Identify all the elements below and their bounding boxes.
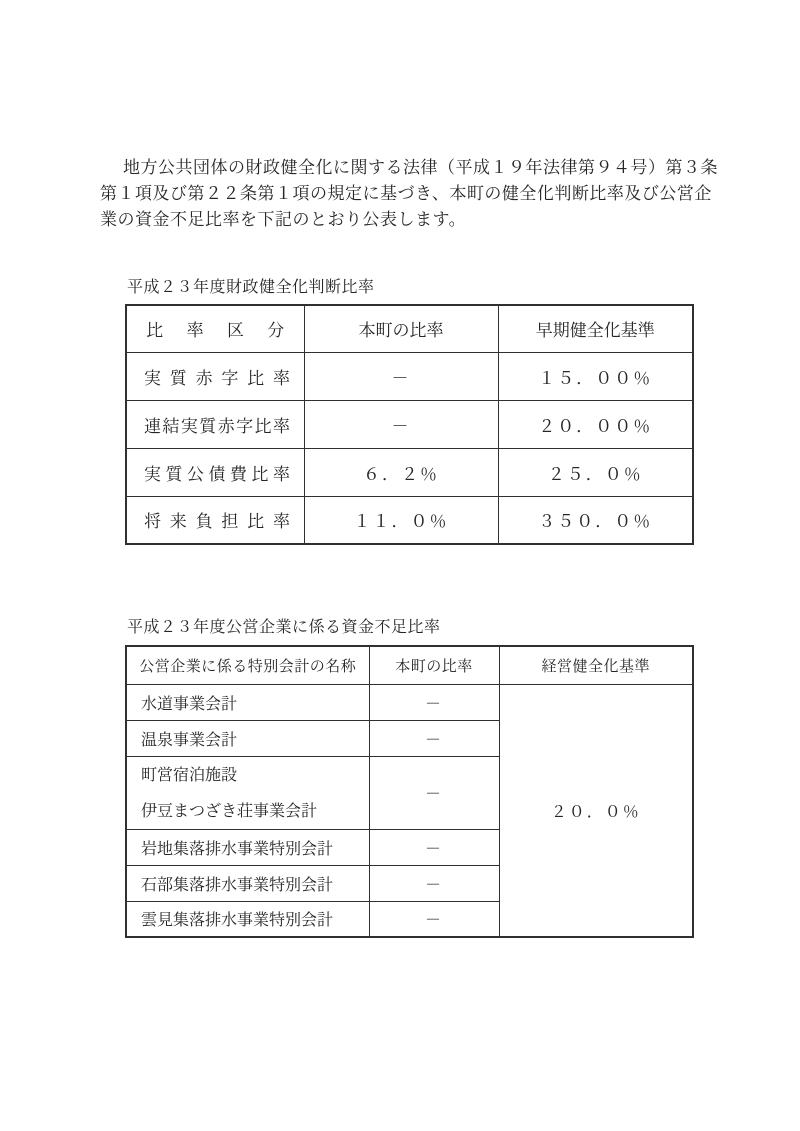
standard-cell: ３５０．０％: [498, 496, 693, 544]
header-own-ratio: 本町の比率: [369, 646, 499, 684]
account-label-cell: 温泉事業会計: [126, 720, 369, 756]
intro-line-1: 地方公共団体の財政健全化に関する法律（平成１９年法律第９４号）第３条: [123, 158, 718, 178]
own-ratio-cell: －: [304, 352, 498, 400]
own-ratio-cell: ６．２％: [304, 448, 498, 496]
table-row: [126, 496, 693, 544]
section-title-fund-shortage-ratios: 平成２３年度公営企業に係る資金不足比率: [127, 617, 441, 636]
account-label-line-2: 伊豆まつざき荘事業会計: [141, 800, 318, 820]
table-row: [126, 352, 693, 400]
ratio-label-cell: 実質赤字比率: [126, 352, 304, 400]
table-row: [126, 400, 693, 448]
header-ratio-category: 比率区分: [126, 305, 304, 352]
account-label-cell: 水道事業会計: [126, 684, 369, 720]
management-standard-cell: ２０．０％: [499, 684, 693, 937]
ratio-label-cell: 将来負担比率: [126, 496, 304, 544]
standard-cell: ２５．０％: [498, 448, 693, 496]
standard-cell: ２０．００％: [498, 400, 693, 448]
header-special-account-name: 公営企業に係る特別会計の名称: [126, 646, 369, 684]
own-ratio-cell: １１．０％: [304, 496, 498, 544]
ratio-label-cell: 実質公債費比率: [126, 448, 304, 496]
account-label-line-1: 町営宿泊施設: [141, 764, 238, 784]
own-ratio-cell: －: [369, 720, 499, 756]
table-row: [126, 684, 693, 720]
own-ratio-cell: －: [369, 756, 499, 829]
own-ratio-cell: －: [369, 865, 499, 901]
table-row: [126, 448, 693, 496]
account-label-cell: 石部集落排水事業特別会計: [126, 865, 369, 901]
table-header-row: [126, 646, 693, 684]
ratio-label-cell: 連結実質赤字比率: [126, 400, 304, 448]
header-management-soundness-standard: 経営健全化基準: [499, 646, 693, 684]
intro-line-2: 第１項及び第２２条第１項の規定に基づき、本町の健全化判断比率及び公営企: [100, 184, 712, 204]
header-early-soundness-standard: 早期健全化基準: [498, 305, 693, 352]
table-header-row: [126, 305, 693, 352]
account-label-cell: [126, 756, 369, 829]
own-ratio-cell: －: [369, 684, 499, 720]
section-title-judgment-ratios: 平成２３年度財政健全化判断比率: [127, 277, 375, 296]
own-ratio-cell: －: [369, 829, 499, 865]
account-label-cell: 雲見集落排水事業特別会計: [126, 901, 369, 937]
own-ratio-cell: －: [369, 901, 499, 937]
fund-shortage-ratio-table: [125, 645, 694, 938]
own-ratio-cell: －: [304, 400, 498, 448]
judgment-ratio-table: [125, 304, 694, 545]
account-label-cell: 岩地集落排水事業特別会計: [126, 829, 369, 865]
intro-paragraph: [100, 155, 718, 233]
intro-line-3: 業の資金不足比率を下記のとおり公表します。: [100, 210, 467, 230]
header-own-ratio: 本町の比率: [304, 305, 498, 352]
standard-cell: １５．００％: [498, 352, 693, 400]
